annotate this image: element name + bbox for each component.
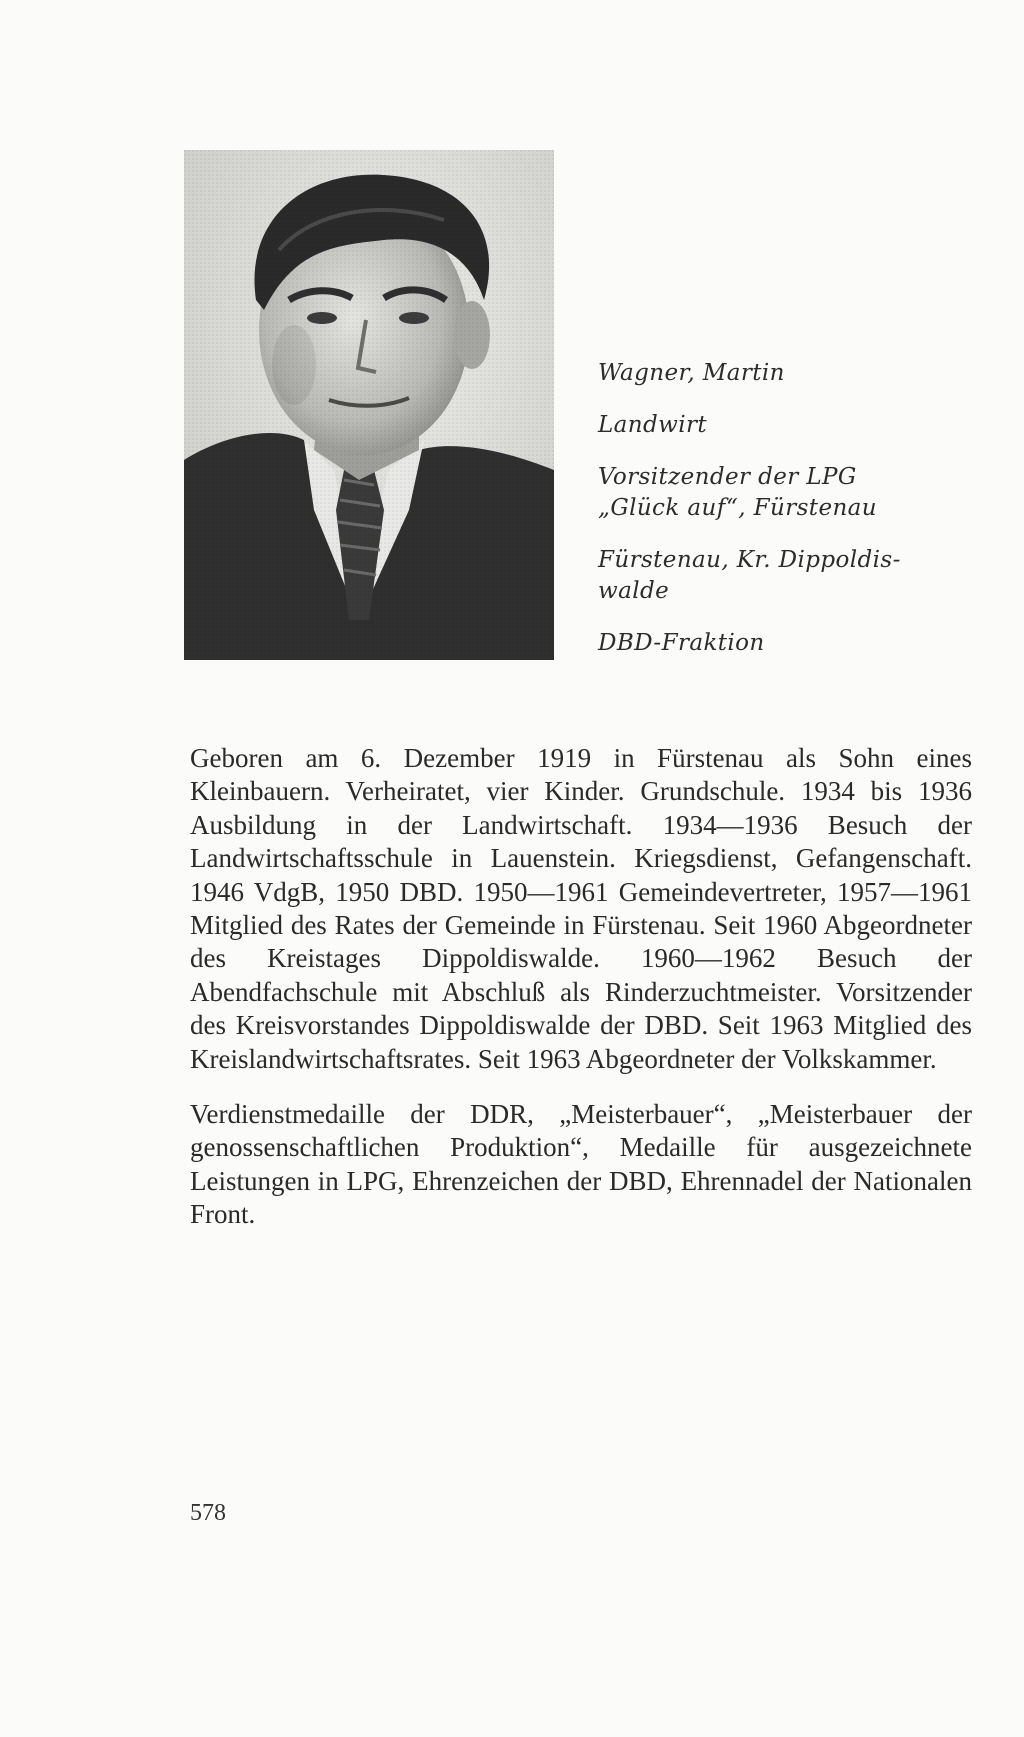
person-caption [598, 358, 978, 659]
portrait-photo [184, 150, 554, 660]
person-faction: DBD-Fraktion [598, 630, 765, 656]
person-position: Vorsitzender der LPG „Glück auf“, Fürstenau [598, 464, 877, 521]
biography-paragraph: Geboren am 6. Dezember 1919 in Fürstenau als Sohn eines Kleinbauern. Verheiratet, vier Kinder. Grundschule. 1934 bis 1936 Ausbildung in der Landwirtschaft. 1934—1936 Besuch der Landwirtschaftsschule in Lauenstein. Kriegsdienst, Gefangenschaft. 1946 VdgB, 1950 DBD. 1950—1961 Gemeindevertreter, 1957—1961 Mitglied des Rates der Gemeinde in Fürstenau. Seit 1960 Abgeordneter des Kreistages Dippoldiswalde. 1960—1962 Besuch der Abendfachschule mit Abschluß als Rinderzuchtmeister. Vorsitzender des Kreisvorstandes Dippoldiswalde der DBD. Seit 1963 Mitglied des Kreislandwirtschaftsrates. Seit 1963 Abgeordneter der Volkskammer. [190, 743, 972, 1074]
person-name: Wagner, Martin [598, 360, 785, 386]
person-address: Fürstenau, Kr. Dippoldis- walde [598, 547, 901, 604]
person-occupation: Landwirt [598, 412, 708, 438]
page-number: 578 [190, 1500, 226, 1526]
biography [190, 742, 972, 1232]
portrait-icon [184, 150, 554, 660]
awards-paragraph: Verdienstmedaille der DDR, „Meisterbauer“, „Meisterbauer der genossenschaftlichen Produktion“, Medaille für ausgezeichnete Leistungen in LPG, Ehrenzeichen der DBD, Ehrennadel der Nationalen Front. [190, 1099, 972, 1230]
